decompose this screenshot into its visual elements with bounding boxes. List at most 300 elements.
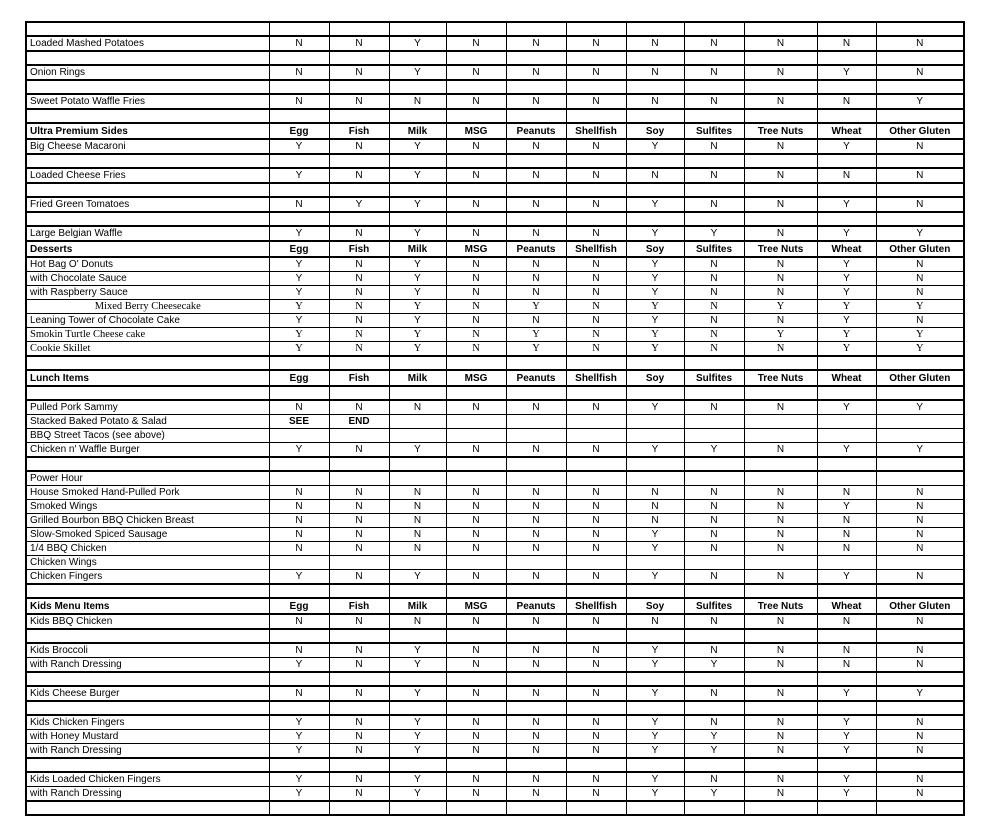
allergen-value-cell: N — [876, 36, 964, 51]
empty-cell — [269, 22, 329, 36]
allergen-value-cell: N — [684, 168, 744, 183]
allergen-value-cell: N — [446, 168, 506, 183]
menu-item-row — [26, 314, 964, 328]
empty-cell — [626, 801, 684, 815]
allergen-value-cell: N — [626, 500, 684, 514]
allergen-column-header-cell: Other Gluten — [876, 123, 964, 139]
allergen-value-cell — [684, 415, 744, 429]
allergen-value-cell: N — [329, 514, 389, 528]
allergen-value-cell — [684, 556, 744, 570]
item-name-cell: Fried Green Tomatoes — [26, 197, 269, 212]
item-name-cell: Kids BBQ Chicken — [26, 614, 269, 629]
allergen-value-cell: N — [566, 168, 626, 183]
allergen-column-header-cell: Peanuts — [506, 123, 566, 139]
allergen-value-cell: Y — [389, 300, 446, 314]
allergen-value-cell: Y — [817, 286, 876, 300]
allergen-value-cell — [506, 471, 566, 486]
allergen-value-cell — [446, 556, 506, 570]
allergen-value-cell: N — [506, 272, 566, 286]
allergen-value-cell: N — [876, 168, 964, 183]
item-name-cell: with Chocolate Sauce — [26, 272, 269, 286]
allergen-value-cell: N — [506, 643, 566, 658]
empty-cell — [506, 356, 566, 370]
empty-cell — [446, 154, 506, 168]
empty-cell — [876, 457, 964, 471]
empty-cell — [506, 51, 566, 65]
allergen-value-cell: Y — [269, 286, 329, 300]
empty-cell — [389, 629, 446, 643]
allergen-value-cell — [744, 429, 817, 443]
menu-item-row — [26, 400, 964, 415]
allergen-column-header-cell: Sulfites — [684, 598, 744, 614]
empty-cell — [817, 80, 876, 94]
menu-item-row — [26, 429, 964, 443]
allergen-value-cell: N — [566, 400, 626, 415]
allergen-value-cell: N — [329, 226, 389, 241]
item-name-cell: Slow-Smoked Spiced Sausage — [26, 528, 269, 542]
menu-item-row — [26, 94, 964, 109]
allergen-value-cell: N — [446, 514, 506, 528]
allergen-value-cell: N — [684, 139, 744, 154]
allergen-value-cell: N — [744, 772, 817, 787]
allergen-value-cell: Y — [269, 570, 329, 585]
allergen-value-cell: N — [684, 400, 744, 415]
allergen-column-header-cell: Egg — [269, 370, 329, 386]
allergen-column-header-cell: Egg — [269, 241, 329, 257]
empty-cell — [329, 584, 389, 598]
allergen-value-cell: Y — [876, 686, 964, 701]
allergen-value-cell: Y — [389, 443, 446, 458]
allergen-value-cell: N — [506, 226, 566, 241]
empty-cell — [446, 109, 506, 123]
menu-item-row — [26, 300, 964, 314]
item-name-cell: Grilled Bourbon BBQ Chicken Breast — [26, 514, 269, 528]
allergen-value-cell: N — [566, 197, 626, 212]
allergen-value-cell: Y — [876, 94, 964, 109]
allergen-value-cell: Y — [626, 658, 684, 673]
allergen-value-cell: N — [566, 342, 626, 357]
allergen-value-cell: N — [744, 514, 817, 528]
allergen-value-cell — [566, 415, 626, 429]
empty-cell — [269, 80, 329, 94]
allergen-value-cell — [744, 556, 817, 570]
empty-cell — [506, 183, 566, 197]
allergen-column-header-cell: Shellfish — [566, 241, 626, 257]
allergen-column-header-cell: Soy — [626, 598, 684, 614]
empty-cell — [269, 356, 329, 370]
empty-cell — [446, 758, 506, 772]
allergen-value-cell — [626, 556, 684, 570]
allergen-value-cell: N — [876, 314, 964, 328]
allergen-value-cell: Y — [876, 300, 964, 314]
empty-cell — [506, 629, 566, 643]
empty-cell — [506, 109, 566, 123]
allergen-value-cell: N — [506, 314, 566, 328]
allergen-value-cell — [817, 471, 876, 486]
empty-cell — [329, 701, 389, 715]
item-name-cell: with Ranch Dressing — [26, 744, 269, 759]
allergen-value-cell: Y — [876, 226, 964, 241]
allergen-value-cell: N — [817, 514, 876, 528]
allergen-value-cell: N — [269, 36, 329, 51]
empty-cell — [26, 51, 269, 65]
empty-cell — [506, 672, 566, 686]
allergen-column-header-cell: Fish — [329, 241, 389, 257]
empty-cell — [817, 584, 876, 598]
allergen-column-header-cell: Wheat — [817, 370, 876, 386]
empty-cell — [817, 109, 876, 123]
empty-cell — [817, 758, 876, 772]
allergen-value-cell: Y — [817, 500, 876, 514]
allergen-value-cell: N — [566, 300, 626, 314]
empty-cell — [817, 801, 876, 815]
allergen-value-cell: N — [446, 715, 506, 730]
empty-cell — [389, 701, 446, 715]
item-name-cell: Chicken Fingers — [26, 570, 269, 585]
allergen-value-cell: N — [684, 328, 744, 342]
allergen-value-cell: Y — [684, 226, 744, 241]
allergen-value-cell — [389, 556, 446, 570]
allergen-value-cell: N — [817, 168, 876, 183]
empty-cell — [744, 154, 817, 168]
allergen-value-cell: Y — [269, 139, 329, 154]
allergen-value-cell: N — [876, 257, 964, 272]
allergen-column-header-cell: Wheat — [817, 241, 876, 257]
empty-cell — [389, 584, 446, 598]
allergen-value-cell: N — [446, 286, 506, 300]
allergen-value-cell: N — [744, 787, 817, 802]
allergen-value-cell — [389, 471, 446, 486]
empty-cell — [389, 80, 446, 94]
empty-cell — [817, 183, 876, 197]
allergen-value-cell: N — [506, 686, 566, 701]
allergen-column-header-cell: Soy — [626, 370, 684, 386]
allergen-value-cell: N — [566, 286, 626, 300]
allergen-value-cell: Y — [817, 787, 876, 802]
menu-item-row — [26, 257, 964, 272]
empty-cell — [744, 22, 817, 36]
allergen-column-header-cell: Sulfites — [684, 241, 744, 257]
empty-cell — [817, 701, 876, 715]
allergen-value-cell: N — [329, 500, 389, 514]
allergen-value-cell: N — [446, 65, 506, 80]
allergen-value-cell: Y — [269, 226, 329, 241]
empty-cell — [876, 22, 964, 36]
allergen-value-cell: N — [506, 65, 566, 80]
allergen-value-cell: Y — [389, 328, 446, 342]
empty-cell — [684, 386, 744, 400]
allergen-value-cell: N — [329, 139, 389, 154]
allergen-value-cell: N — [744, 686, 817, 701]
item-name-cell: Kids Chicken Fingers — [26, 715, 269, 730]
item-name-cell: with Honey Mustard — [26, 730, 269, 744]
empty-cell — [876, 672, 964, 686]
empty-cell — [446, 386, 506, 400]
empty-cell — [744, 80, 817, 94]
allergen-value-cell: Y — [389, 197, 446, 212]
allergen-value-cell: N — [566, 643, 626, 658]
allergen-value-cell: N — [506, 286, 566, 300]
allergen-value-cell: N — [506, 614, 566, 629]
allergen-value-cell: N — [329, 570, 389, 585]
empty-cell — [329, 51, 389, 65]
empty-cell — [684, 356, 744, 370]
allergen-value-cell: N — [684, 500, 744, 514]
allergen-value-cell: N — [506, 400, 566, 415]
empty-cell — [566, 584, 626, 598]
allergen-value-cell: N — [684, 686, 744, 701]
allergen-value-cell: Y — [817, 314, 876, 328]
allergen-value-cell: N — [446, 730, 506, 744]
allergen-value-cell: Y — [876, 328, 964, 342]
empty-cell — [626, 356, 684, 370]
empty-cell — [817, 51, 876, 65]
empty-cell — [566, 109, 626, 123]
empty-cell — [26, 109, 269, 123]
empty-cell — [684, 672, 744, 686]
allergen-value-cell: N — [446, 614, 506, 629]
allergen-value-cell: Y — [626, 400, 684, 415]
allergen-value-cell: N — [446, 570, 506, 585]
item-name-cell: Loaded Cheese Fries — [26, 168, 269, 183]
allergen-value-cell: N — [684, 272, 744, 286]
allergen-value-cell: N — [817, 643, 876, 658]
empty-cell — [566, 457, 626, 471]
allergen-value-cell: N — [876, 197, 964, 212]
allergen-value-cell: N — [876, 500, 964, 514]
allergen-column-header-cell: Milk — [389, 241, 446, 257]
menu-item-row — [26, 443, 964, 458]
section-header-row — [26, 123, 964, 139]
empty-cell — [566, 629, 626, 643]
allergen-value-cell: N — [446, 314, 506, 328]
menu-item-row — [26, 328, 964, 342]
allergen-value-cell: N — [269, 500, 329, 514]
allergen-value-cell: N — [389, 94, 446, 109]
allergen-value-cell: Y — [817, 226, 876, 241]
empty-cell — [684, 457, 744, 471]
allergen-value-cell: N — [329, 614, 389, 629]
spacer-row — [26, 154, 964, 168]
allergen-column-header-cell: Sulfites — [684, 123, 744, 139]
allergen-value-cell: N — [566, 528, 626, 542]
menu-item-row — [26, 658, 964, 673]
allergen-value-cell: Y — [389, 643, 446, 658]
allergen-value-cell: N — [566, 314, 626, 328]
allergen-value-cell: N — [269, 197, 329, 212]
allergen-column-header-cell: Tree Nuts — [744, 123, 817, 139]
allergen-value-cell: N — [446, 528, 506, 542]
allergen-value-cell: N — [329, 686, 389, 701]
allergen-value-cell — [876, 415, 964, 429]
allergen-value-cell: N — [626, 94, 684, 109]
allergen-column-header-cell: Milk — [389, 598, 446, 614]
item-name-cell: Leaning Tower of Chocolate Cake — [26, 314, 269, 328]
empty-cell — [876, 758, 964, 772]
allergen-value-cell: N — [684, 570, 744, 585]
item-name-cell: Smokin Turtle Cheese cake — [26, 328, 269, 342]
allergen-column-header-cell: MSG — [446, 123, 506, 139]
allergen-value-cell: N — [269, 686, 329, 701]
allergen-value-cell: N — [389, 486, 446, 500]
allergen-value-cell: N — [744, 94, 817, 109]
allergen-value-cell — [876, 556, 964, 570]
allergen-value-cell — [744, 415, 817, 429]
allergen-value-cell: N — [329, 300, 389, 314]
empty-cell — [626, 701, 684, 715]
empty-cell — [626, 629, 684, 643]
empty-cell — [506, 386, 566, 400]
menu-item-row — [26, 686, 964, 701]
allergen-value-cell: N — [876, 787, 964, 802]
empty-cell — [26, 801, 269, 815]
empty-cell — [446, 457, 506, 471]
allergen-value-cell: N — [876, 715, 964, 730]
allergen-value-cell: Y — [269, 443, 329, 458]
empty-cell — [626, 183, 684, 197]
allergen-value-cell: N — [446, 139, 506, 154]
empty-cell — [269, 629, 329, 643]
allergen-value-cell: N — [684, 36, 744, 51]
empty-cell — [26, 356, 269, 370]
allergen-value-cell: N — [329, 342, 389, 357]
empty-cell — [684, 629, 744, 643]
empty-cell — [744, 629, 817, 643]
empty-cell — [389, 154, 446, 168]
allergen-value-cell — [626, 415, 684, 429]
allergen-value-cell: N — [566, 36, 626, 51]
allergen-value-cell: N — [389, 614, 446, 629]
allergen-value-cell: N — [876, 614, 964, 629]
allergen-column-header-cell: Tree Nuts — [744, 598, 817, 614]
allergen-value-cell: Y — [626, 328, 684, 342]
allergen-value-cell: N — [389, 528, 446, 542]
allergen-value-cell: Y — [389, 744, 446, 759]
allergen-value-cell: Y — [626, 542, 684, 556]
allergen-value-cell: Y — [389, 257, 446, 272]
allergen-value-cell: N — [506, 528, 566, 542]
allergen-value-cell: N — [566, 614, 626, 629]
allergen-value-cell: Y — [269, 300, 329, 314]
allergen-value-cell: N — [329, 787, 389, 802]
allergen-value-cell: N — [329, 65, 389, 80]
menu-item-row — [26, 556, 964, 570]
allergen-value-cell: Y — [817, 715, 876, 730]
allergen-value-cell — [566, 471, 626, 486]
allergen-value-cell: Y — [626, 314, 684, 328]
allergen-value-cell: Y — [626, 139, 684, 154]
allergen-value-cell: N — [389, 514, 446, 528]
empty-cell — [566, 212, 626, 226]
empty-cell — [876, 801, 964, 815]
allergen-value-cell: N — [876, 528, 964, 542]
allergen-value-cell — [817, 429, 876, 443]
empty-cell — [446, 212, 506, 226]
allergen-value-cell: N — [566, 139, 626, 154]
allergen-value-cell: SEE — [269, 415, 329, 429]
empty-cell — [329, 80, 389, 94]
allergen-value-cell: N — [626, 65, 684, 80]
empty-cell — [684, 212, 744, 226]
empty-cell — [876, 183, 964, 197]
allergen-value-cell: N — [566, 787, 626, 802]
empty-cell — [684, 584, 744, 598]
allergen-value-cell: Y — [817, 730, 876, 744]
empty-cell — [744, 758, 817, 772]
allergen-value-cell: N — [506, 730, 566, 744]
allergen-value-cell: N — [506, 514, 566, 528]
empty-cell — [744, 356, 817, 370]
allergen-value-cell: N — [744, 197, 817, 212]
allergen-column-header-cell: Shellfish — [566, 598, 626, 614]
allergen-value-cell — [446, 471, 506, 486]
empty-cell — [744, 801, 817, 815]
section-title-cell: Ultra Premium Sides — [26, 123, 269, 139]
allergen-value-cell: N — [329, 744, 389, 759]
spacer-row — [26, 457, 964, 471]
menu-item-row — [26, 139, 964, 154]
menu-item-row — [26, 614, 964, 629]
allergen-table-body — [26, 22, 964, 815]
allergen-value-cell: N — [506, 772, 566, 787]
allergen-column-header-cell: MSG — [446, 598, 506, 614]
allergen-value-cell: N — [876, 658, 964, 673]
allergen-value-cell: Y — [626, 226, 684, 241]
empty-cell — [446, 356, 506, 370]
allergen-value-cell: N — [269, 486, 329, 500]
allergen-value-cell: Y — [389, 342, 446, 357]
menu-item-row — [26, 471, 964, 486]
allergen-value-cell: N — [817, 542, 876, 556]
empty-cell — [684, 109, 744, 123]
allergen-value-cell: N — [744, 744, 817, 759]
allergen-value-cell: N — [566, 658, 626, 673]
empty-cell — [389, 758, 446, 772]
allergen-value-cell: N — [329, 257, 389, 272]
allergen-value-cell: N — [506, 94, 566, 109]
allergen-column-header-cell: Other Gluten — [876, 370, 964, 386]
allergen-value-cell: Y — [817, 570, 876, 585]
allergen-value-cell: Y — [389, 226, 446, 241]
allergen-column-header-cell: Peanuts — [506, 598, 566, 614]
allergen-value-cell: N — [566, 570, 626, 585]
empty-cell — [389, 386, 446, 400]
allergen-value-cell — [684, 429, 744, 443]
allergen-value-cell: N — [684, 65, 744, 80]
allergen-value-cell: Y — [626, 787, 684, 802]
allergen-value-cell: N — [446, 787, 506, 802]
allergen-value-cell: N — [446, 744, 506, 759]
empty-cell — [684, 183, 744, 197]
allergen-value-cell: N — [506, 197, 566, 212]
empty-cell — [329, 758, 389, 772]
empty-cell — [329, 154, 389, 168]
empty-cell — [26, 758, 269, 772]
allergen-value-cell: Y — [389, 286, 446, 300]
allergen-value-cell: Y — [389, 314, 446, 328]
allergen-value-cell: N — [446, 643, 506, 658]
empty-cell — [26, 584, 269, 598]
allergen-value-cell: N — [269, 528, 329, 542]
allergen-value-cell: N — [744, 314, 817, 328]
empty-cell — [817, 154, 876, 168]
empty-cell — [506, 701, 566, 715]
item-name-cell: Stacked Baked Potato & Salad — [26, 415, 269, 429]
empty-cell — [566, 154, 626, 168]
allergen-value-cell: N — [744, 658, 817, 673]
empty-cell — [876, 51, 964, 65]
allergen-value-cell — [329, 471, 389, 486]
